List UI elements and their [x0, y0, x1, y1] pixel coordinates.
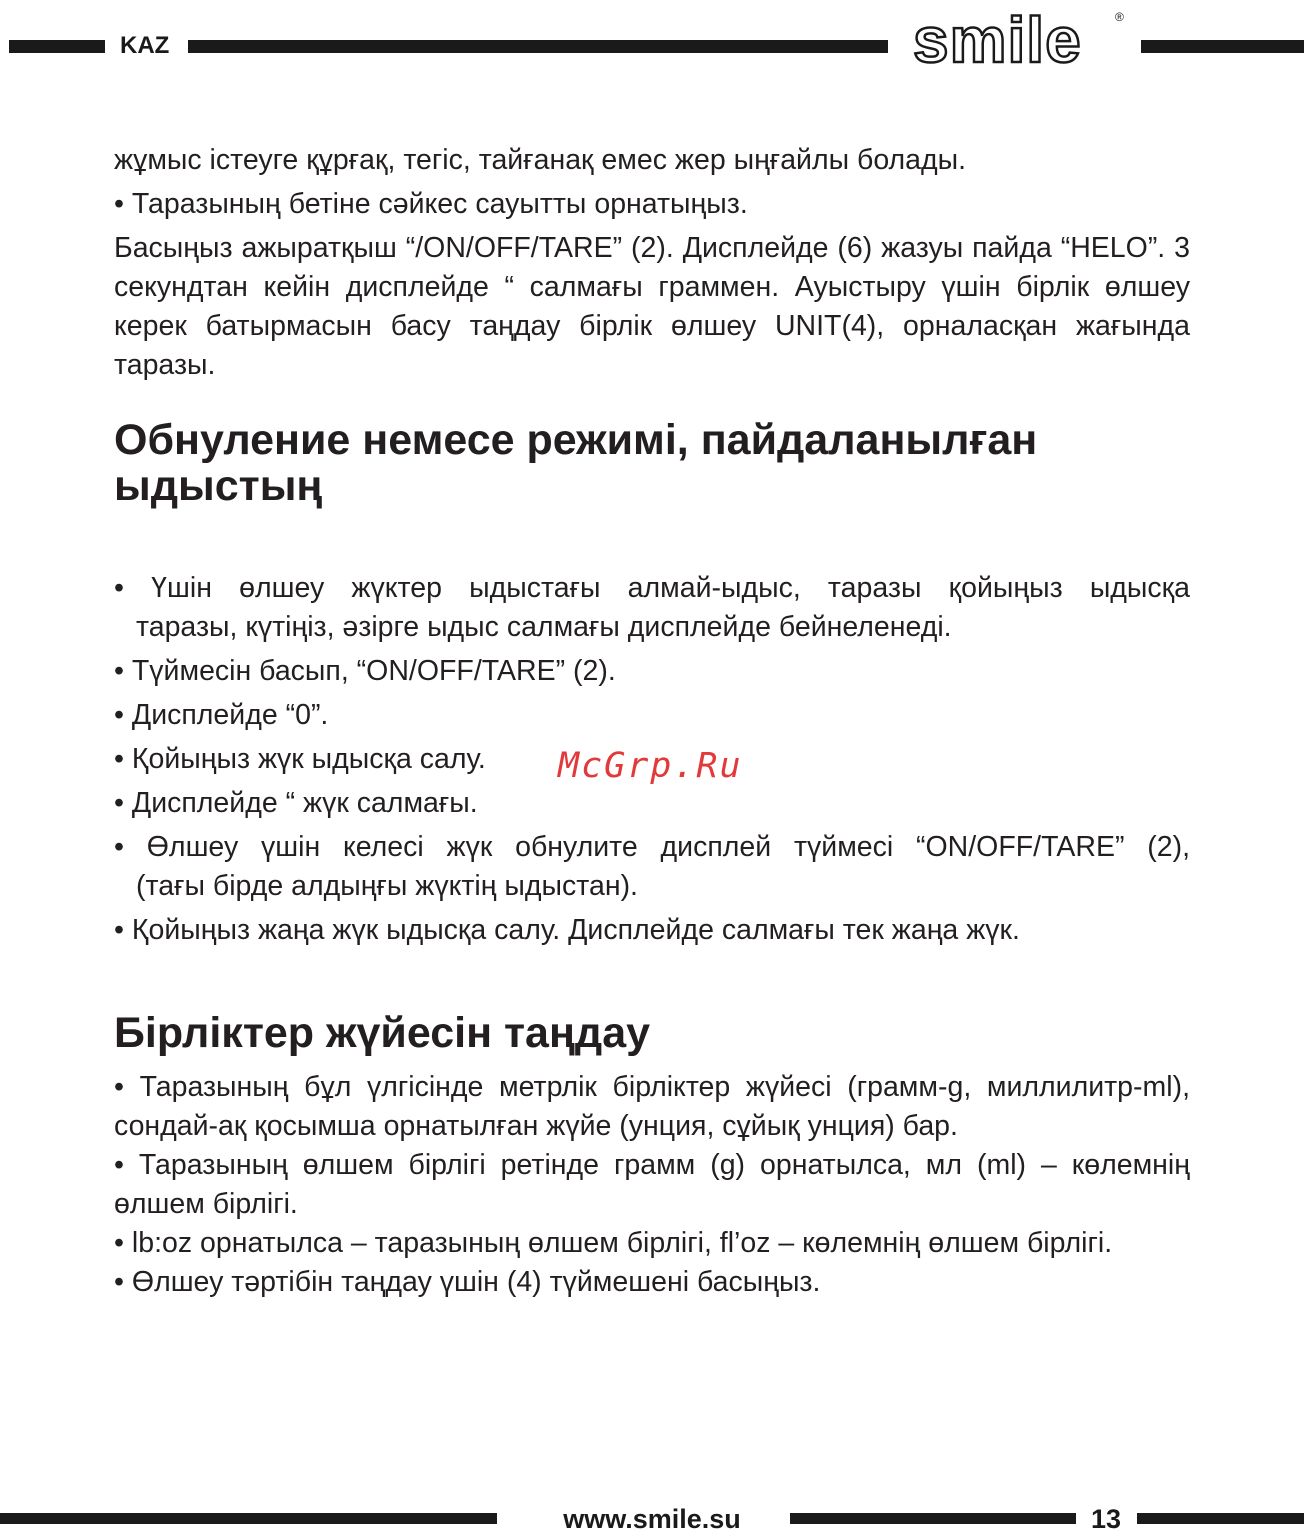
intro-continuation-line: жұмыс істеуге құрғақ, тегіс, тайғанақ емес жер ыңғайлы болады. — [114, 144, 967, 176]
intro-paragraph: Басыңыз ажыратқыш “/ON/OFF/TARE” (2). Дисплейде (6) жазуы пайда “HELO”. 3 секундтан кейін дисплейде “ салмағы граммен. Ауыстыру үшін бірлік өлшеу керек батырмасын басу таңдау бірлік өлшеу UNIT(4), орналасқан жағында таразы. — [114, 232, 1190, 381]
tare-bullet-2: • Түймесін басып, “ON/OFF/TARE” (2). — [114, 655, 616, 687]
units-bullet-1: • Таразының бұл үлгісінде метрлік бірліктер жүйесі (грамм-g, миллилитр-ml), сондай-ақ қосымша орнатылған жүйе (унция, сұйық унция) бар. — [114, 1071, 1190, 1142]
tare-bullet-4: • Қойыңыз жүк ыдысқа салу. — [114, 743, 486, 775]
header-rule-left — [9, 40, 105, 53]
units-bullet-3: • lb:oz орнатылса – таразының өлшем бірлігі, fl’oz – көлемнің өлшем бірлігі. — [114, 1227, 1113, 1259]
tare-heading-line-2: ыдыстың — [114, 462, 323, 510]
intro-section — [114, 141, 1190, 224]
registered-mark: ® — [1115, 10, 1124, 24]
page-number: 13 — [1090, 1504, 1122, 1534]
page-content — [114, 141, 1190, 1302]
header-rule-middle — [188, 40, 888, 53]
units-bullet-4: • Өлшеу тәртібін таңдау үшін (4) түймешені басыңыз. — [114, 1266, 821, 1298]
footer-rule-right — [1137, 1513, 1304, 1524]
header-rule-right — [1141, 40, 1304, 53]
units-bullet-2: • Таразының өлшем бірлігі ретінде грамм (g) орнатылса, мл (ml) – көлемнің өлшем бірлігі. — [114, 1149, 1190, 1220]
language-code: KAZ — [120, 32, 170, 59]
footer-website: www.smile.su — [563, 1504, 741, 1534]
tare-bullet-6-line-2: (тағы бірде алдыңғы жүктің ыдыстан). — [136, 870, 638, 902]
tare-bullet-1-line-1: • Үшін өлшеу жүктер ыдыстағы алмай-ыдыс, таразы қойыңыз ыдысқа — [114, 572, 1190, 604]
tare-bullet-5: • Дисплейде “ жүк салмағы. — [114, 787, 478, 819]
brand-logo — [905, 0, 1135, 76]
tare-bullet-3: • Дисплейде “0”. — [114, 699, 329, 731]
footer-rule-middle — [790, 1513, 1076, 1524]
footer-rule-left — [0, 1513, 497, 1524]
watermark: McGrp.Ru — [558, 746, 743, 786]
tare-heading-line-1: Обнуление немесе режимі, пайдаланылған — [114, 416, 1038, 464]
tare-bullet-1-line-2: таразы, күтіңіз, әзірге ыдыс салмағы дисплейде бейнеленеді. — [136, 611, 952, 643]
units-heading: Бірліктер жүйесін таңдау — [114, 1009, 651, 1057]
tare-bullet-6-line-1: • Өлшеу үшін келесі жүк обнулите дисплей түймесі “ON/OFF/TARE” (2), — [114, 831, 1190, 863]
intro-bullet: • Таразының бетіне сәйкес сауытты орнатыңыз. — [114, 188, 748, 220]
tare-bullet-7: • Қойыңыз жаңа жүк ыдысқа салу. Дисплейде салмағы тек жаңа жүк. — [114, 914, 1020, 946]
brand-logo-text: smile — [913, 4, 1082, 76]
